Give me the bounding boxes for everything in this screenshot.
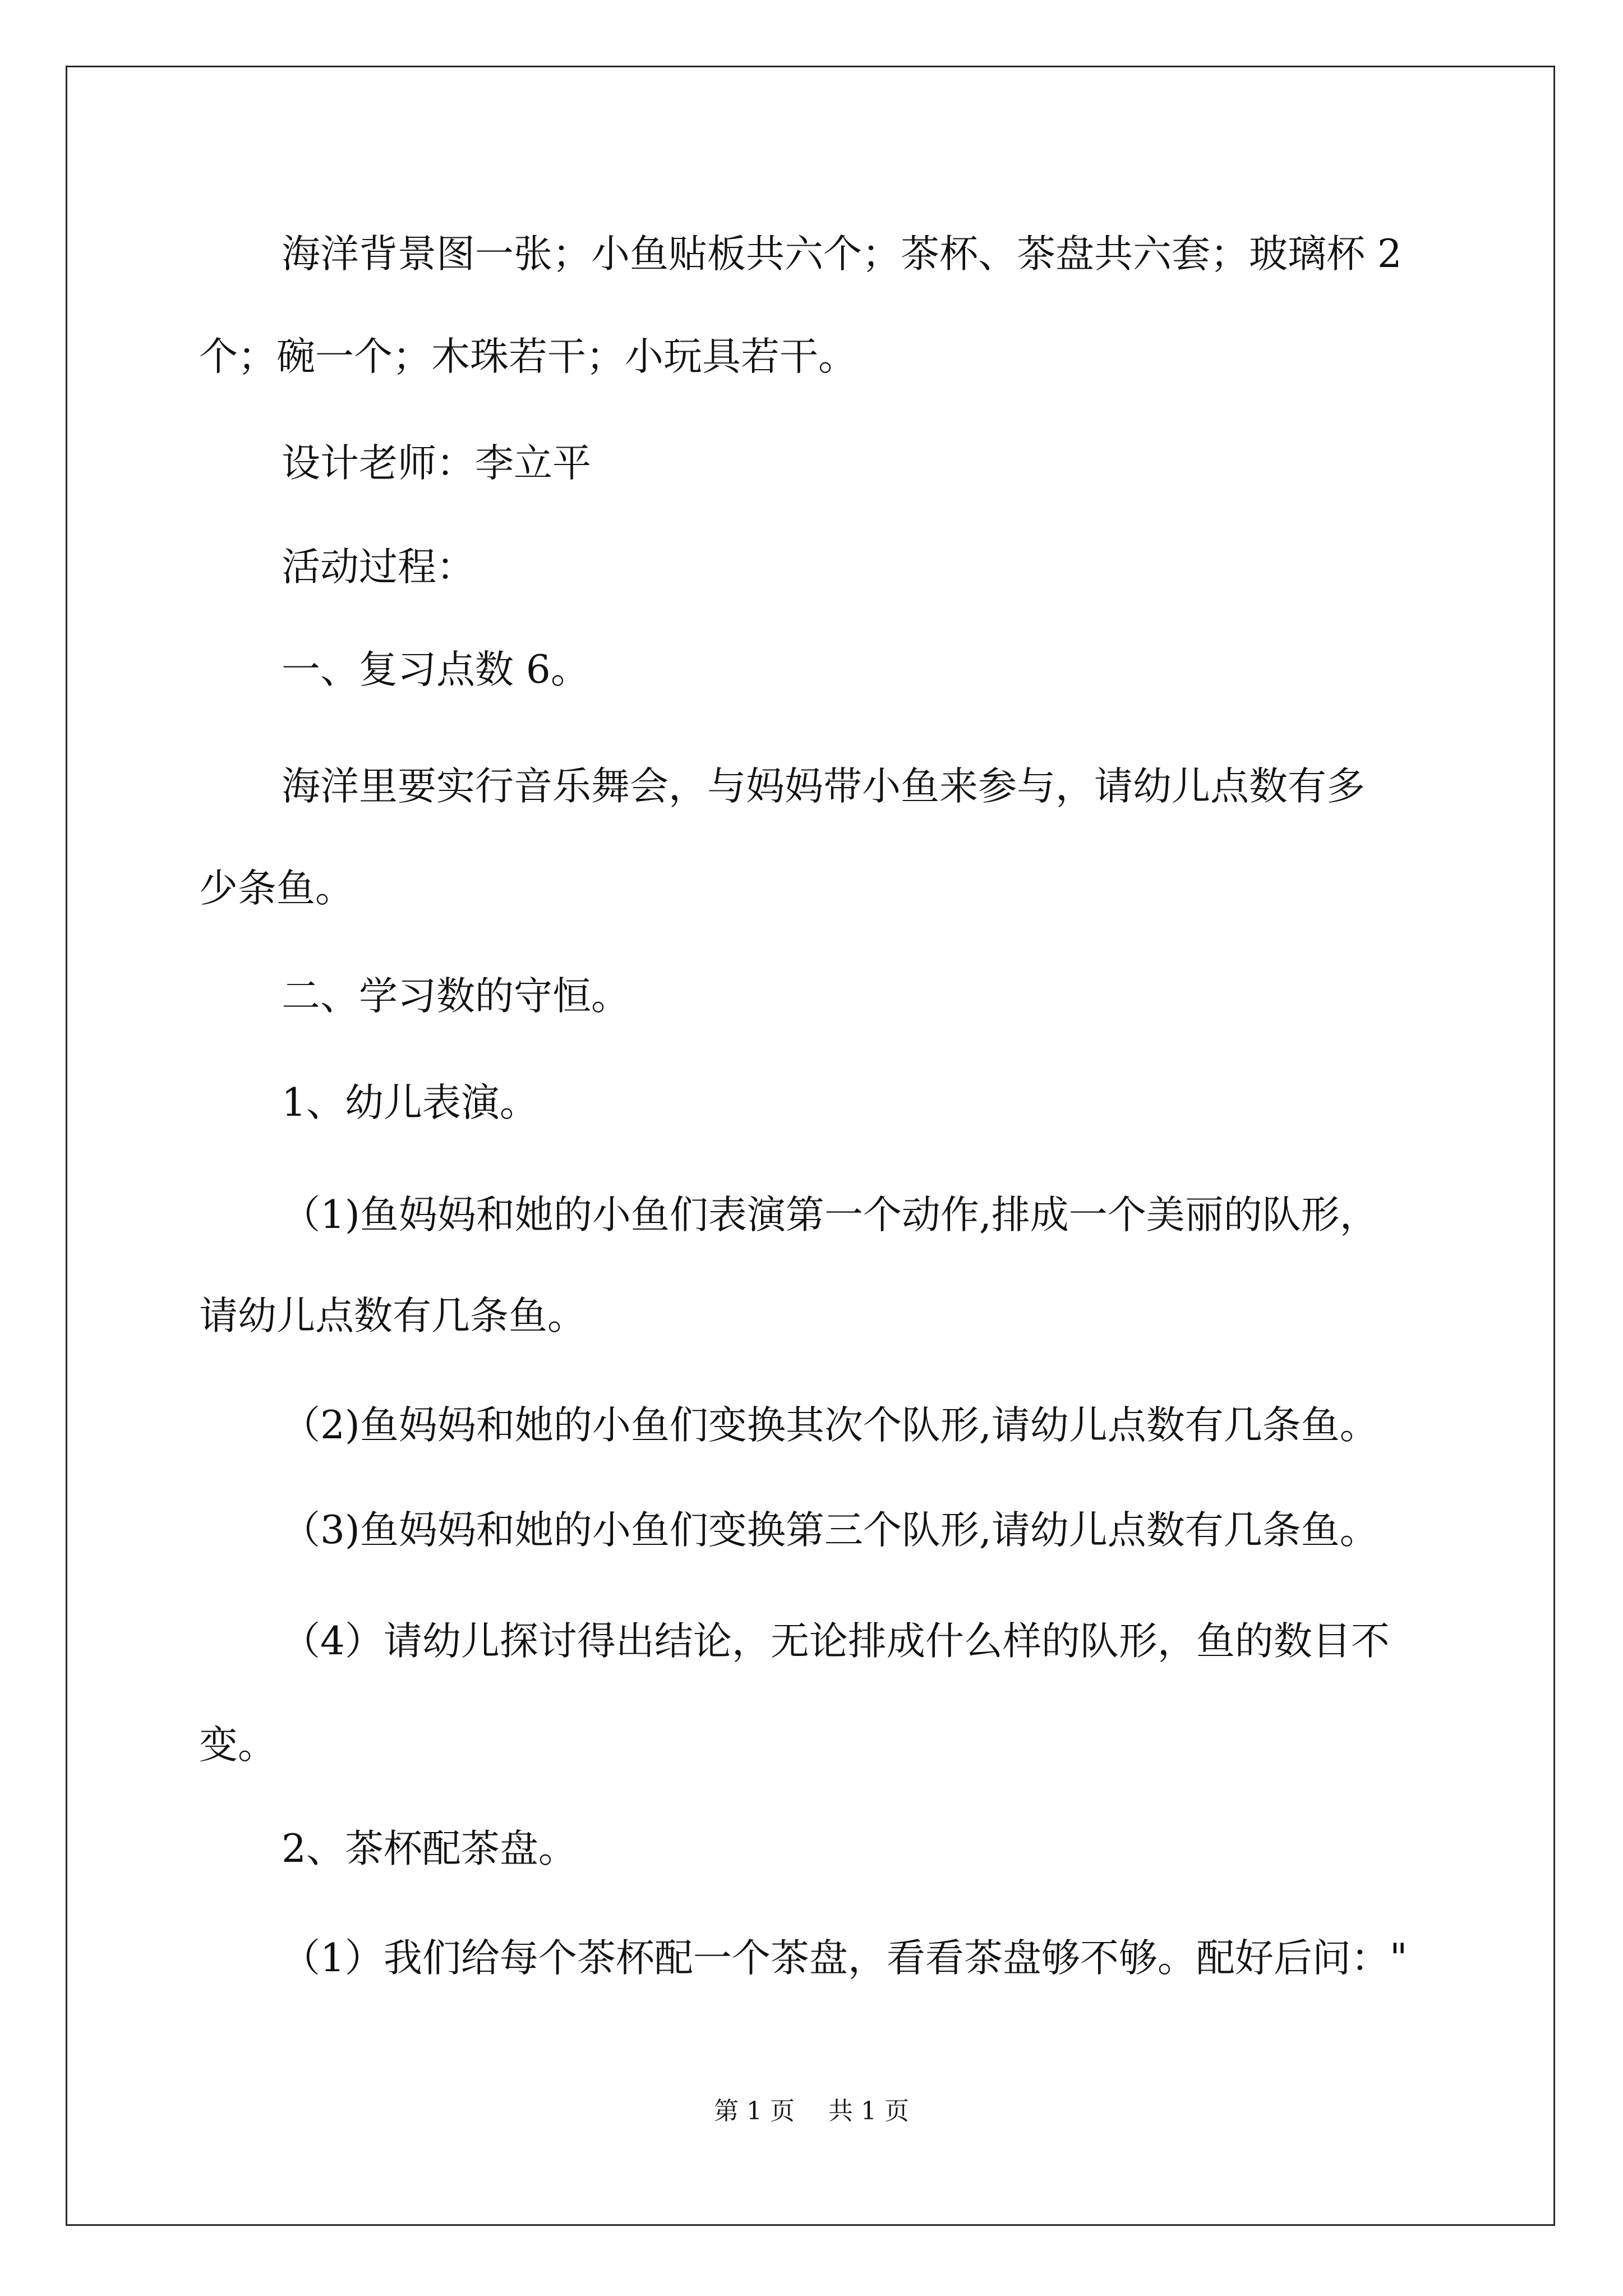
text-line: 一、复习点数 6。 bbox=[282, 647, 589, 692]
text-line: 1、幼儿表演。 bbox=[282, 1080, 538, 1125]
text-line: 请幼儿点数有几条鱼。 bbox=[199, 1294, 586, 1338]
text-line: 设计老师：李立平 bbox=[282, 441, 591, 486]
text-line: （3)鱼妈妈和她的小鱼们变换第三个队形,请幼儿点数有几条鱼。 bbox=[282, 1508, 1378, 1553]
text-line: （1）我们给每个茶杯配一个茶盘，看看茶盘够不够。配好后问：" bbox=[282, 1936, 1408, 1981]
text-line: （1)鱼妈妈和她的小鱼们表演第一个动作,排成一个美丽的队形， bbox=[282, 1193, 1378, 1237]
text-line: 活动过程： bbox=[282, 545, 475, 590]
text-line: 海洋背景图一张；小鱼贴板共六个；茶杯、茶盘共六套；玻璃杯 2 bbox=[282, 232, 1402, 277]
page-border bbox=[66, 66, 1555, 2226]
text-line: 个；碗一个；木珠若干；小玩具若干。 bbox=[199, 334, 857, 379]
page-footer bbox=[0, 2095, 1623, 2128]
text-line: 变。 bbox=[199, 1723, 276, 1768]
text-line: 海洋里要实行音乐舞会，与妈妈带小鱼来参与，请幼儿点数有多 bbox=[282, 764, 1365, 809]
text-line: 2、茶杯配茶盘。 bbox=[282, 1826, 577, 1871]
page-number: 第 1 页 bbox=[714, 2097, 795, 2125]
text-line: （4）请幼儿探讨得出结论，无论排成什么样的队形，鱼的数目不 bbox=[282, 1619, 1390, 1664]
text-line: 二、学习数的守恒。 bbox=[282, 974, 630, 1019]
text-line: 少条鱼。 bbox=[199, 866, 354, 911]
page-count: 共 1 页 bbox=[828, 2097, 909, 2125]
text-line: （2)鱼妈妈和她的小鱼们变换其次个队形,请幼儿点数有几条鱼。 bbox=[282, 1403, 1378, 1448]
